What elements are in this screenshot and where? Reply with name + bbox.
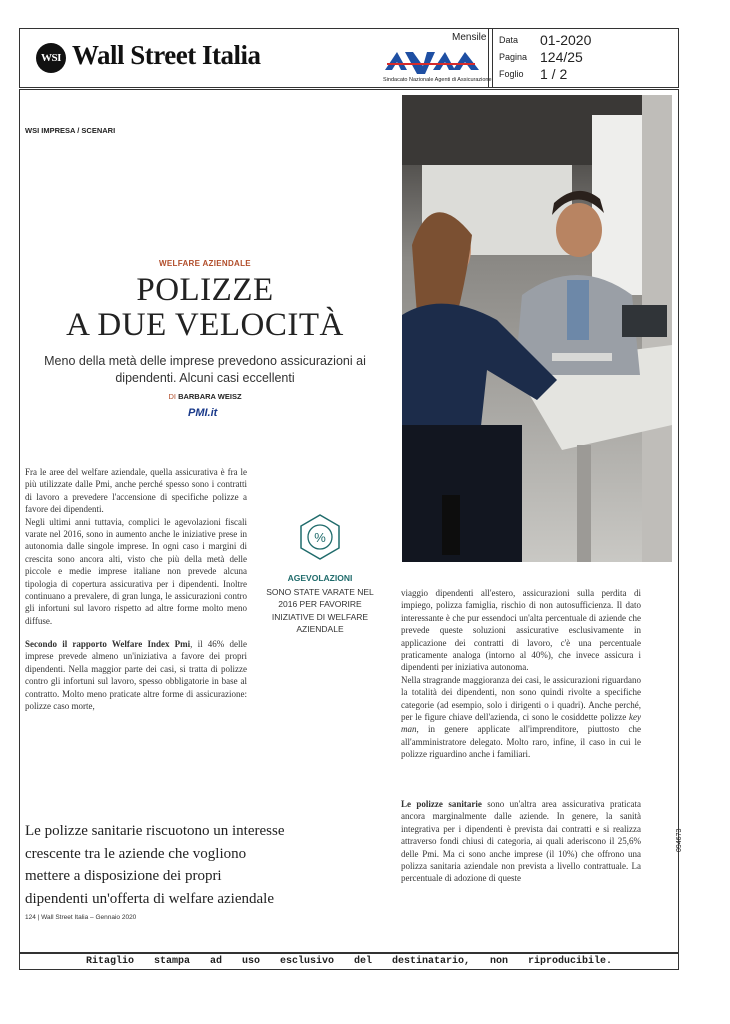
paragraph: Negli ultimi anni tuttavia, complici le agevolazioni fiscali varate nel 2016, sono in aumento anche le iniziative prese in autonomia dalle singole imprese. In ogni caso i margini di crescita sono ancora alti, visto che più della metà delle piccole e medie imprese italiane non prevede alcuna tipologia di copertura assicurativa per i dipendenti. Inoltre continuano a prevalere, di gran lunga, le assicurazioni contro gli infortuni sul lavoro rispetto ad altre forme molto meno diffuse. xyxy=(25,516,247,626)
article-title-line1: POLIZZE xyxy=(136,272,274,308)
agevolazioni-title: AGEVOLAZIONI xyxy=(287,573,353,583)
date-value: 01-2020 xyxy=(540,32,592,48)
frequency-label: Mensile xyxy=(452,32,487,43)
author-name: BARBARA WEISZ xyxy=(178,392,242,401)
header-divider xyxy=(492,28,493,88)
lead-in: Secondo il rapporto Welfare Index Pmi xyxy=(25,639,191,649)
paragraph xyxy=(401,674,641,761)
pull-quote: Le polizze sanitarie riscuotono un interesse crescente tra le aziende che vogliono mettere a disposizione dei propri dipendenti un'offerta di welfare aziendale xyxy=(25,823,285,907)
italic-term: key man xyxy=(401,712,641,735)
sheet-label: Foglio xyxy=(499,69,524,79)
sna-logo-icon xyxy=(383,44,483,76)
date-label: Data xyxy=(499,35,519,45)
sna-caption: Sindacato Nazionale Agenti di Assicurazione xyxy=(383,77,492,83)
article-column-1b xyxy=(25,638,247,712)
article-kicker: WELFARE AZIENDALE xyxy=(159,259,251,268)
paragraph-text: , il 46% delle imprese prevede almeno un'iniziativa a favore dei propri dipendenti. Nella maggior parte dei casi, si tratta di polizze contro gli infortuni sul lavoro, spesso obbligatorie in base al contratto. Molto meno praticate altre forme di assicurazione: polizze caso morte, xyxy=(25,639,247,712)
article-column-1 xyxy=(25,466,247,627)
page-label: Pagina xyxy=(499,52,528,62)
paragraph-text: Nella stragrande maggioranza dei casi, le assicurazioni riguardano la totalità dei dipendenti, non sono quindi rivolte a specifiche categorie (ad esempio, solo i dirigenti o i quadri). Anche perché, per le figure chiave dell'azienda, ci sono le cosiddette polizze xyxy=(401,674,641,723)
page-footer: 124 | Wall Street Italia – Gennaio 2020 xyxy=(25,914,137,921)
wsi-logo-icon: WSI xyxy=(36,43,66,73)
byline xyxy=(20,392,390,401)
paragraph: viaggio dipendenti all'estero, assicurazioni sulla perdita di impiego, polizza famiglia, rischio di non autosufficienza. Il dato interessante è che pur essendoci un'alta percentuale di aziende che prevede queste soluzioni assicurative esclusivamente in applicazione dei contratti di lavoro, c'è una percentuale praticamente analoga (intorno al 40%), che invece assicura i dipendenti per iniziativa autonoma. xyxy=(401,588,641,673)
office-meeting-photo xyxy=(402,95,672,562)
reproduction-notice: Ritaglio stampa ad uso esclusivo del destinatario, non riproducibile. xyxy=(19,953,679,970)
section-path: IMPRESA / SCENARI xyxy=(41,126,116,135)
lead-in: Le polizze sanitarie xyxy=(401,799,482,809)
percent-symbol: % xyxy=(314,530,326,545)
percent-badge-icon xyxy=(296,513,344,561)
publication-name: Wall Street Italia xyxy=(72,40,261,70)
paragraph: Fra le aree del welfare aziendale, quella assicurativa è fra le più utilizzate dalle Pmi, anche perché spesso sono i contratti di lavoro a prevedere l'accensione di specifiche polizze a favore dei dipendenti. xyxy=(25,467,247,515)
paragraph xyxy=(25,638,247,712)
paragraph-text: sono un'altra area assicurativa praticata ancora marginalmente dalle aziende. In genere, la sanità integrativa per i dipendenti è prevista dai contratti e si realizza attraverso fondi chiusi di categoria, ai quali aderiscono il 25,6% delle Pmi. Ma ci sono anche imprese (il 10%) che offrono una polizza sanitaria aziendale non prevista a livello contrattuale. La percentuale di adozione di queste xyxy=(401,799,641,884)
article-column-2b xyxy=(401,798,641,885)
article-subtitle: Meno della metà delle imprese prevedono assicurazioni ai dipendenti. Alcuni casi eccellenti xyxy=(44,354,366,385)
section-label xyxy=(25,126,115,135)
paragraph-text: , in genere applicate all'imprenditore, piuttosto che all'amministratore delegato. Molto raro, infine, il caso in cui le polizze riguardino anche i familiari. xyxy=(401,724,641,760)
sheet-value: 1 / 2 xyxy=(540,66,568,82)
source-logo: PMI.it xyxy=(188,407,218,419)
paragraph xyxy=(401,798,641,885)
article-column-2 xyxy=(401,587,641,761)
side-code: 094673 xyxy=(676,828,683,852)
wsi-section-mark: WSI xyxy=(25,126,40,135)
byline-prefix: DI xyxy=(168,392,179,401)
agevolazioni-text: SONO STATE VARATE NEL 2016 PER FAVORIRE INIZIATIVE DI WELFARE AZIENDALE xyxy=(266,587,374,634)
page-value: 124/25 xyxy=(540,49,583,65)
article-title-line2: A DUE VELOCITÀ xyxy=(66,307,344,343)
